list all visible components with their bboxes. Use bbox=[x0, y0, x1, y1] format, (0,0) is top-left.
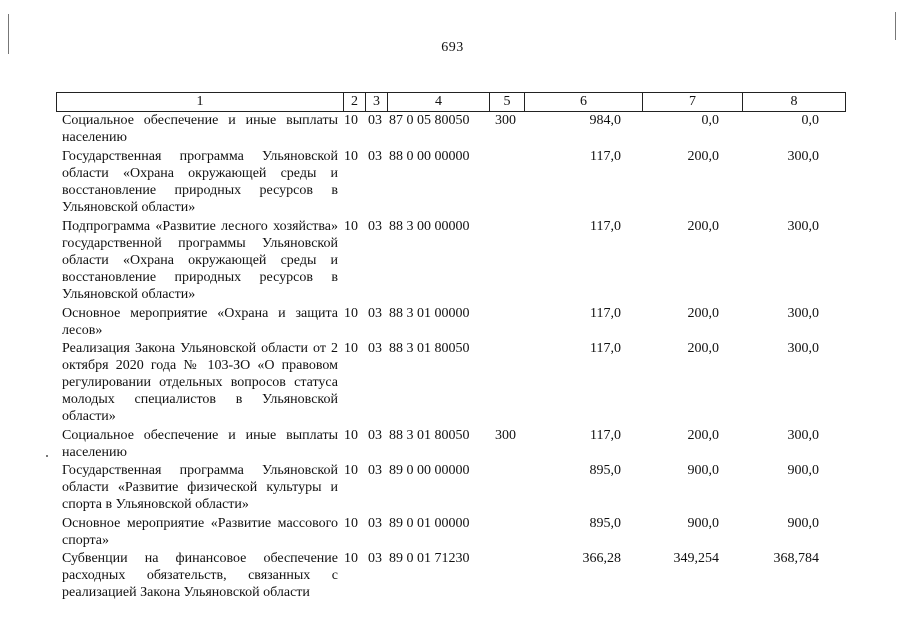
row-name: Социальное обеспечение и иные выплаты населению bbox=[62, 113, 338, 145]
row-name: Основное мероприятие «Развитие массового спорта» bbox=[62, 516, 338, 548]
row-col-7: 0,0 bbox=[701, 113, 719, 128]
row-col-6: 117,0 bbox=[590, 149, 621, 164]
row-col-4: 88 3 01 00000 bbox=[389, 306, 470, 321]
table-row bbox=[56, 427, 846, 462]
table-row bbox=[56, 112, 846, 148]
row-name: Социальное обеспечение и иные выплаты населению bbox=[62, 428, 338, 460]
row-name: Государственная программа Ульяновской области «Охрана окружающей среды и восстановление природных ресурсов в Ульяновской области» bbox=[62, 149, 338, 215]
row-col-8: 300,0 bbox=[787, 149, 819, 164]
row-col-7: 200,0 bbox=[687, 149, 719, 164]
page-number: 693 bbox=[441, 40, 464, 55]
row-col-7: 900,0 bbox=[687, 463, 719, 478]
row-col-5: 300 bbox=[495, 428, 516, 443]
row-col-6: 117,0 bbox=[590, 428, 621, 443]
header-col-4: 4 bbox=[387, 93, 489, 111]
row-col-2: 10 bbox=[344, 219, 358, 234]
row-name: Субвенции на финансовое обеспечение расходных обязательств, связанных с реализацией Закона Ульяновской области bbox=[62, 551, 338, 600]
header-col-6: 6 bbox=[524, 93, 642, 111]
row-col-3: 03 bbox=[368, 516, 382, 531]
table-row bbox=[56, 148, 846, 218]
budget-table bbox=[56, 92, 846, 603]
row-col-8: 300,0 bbox=[787, 428, 819, 443]
row-col-4: 89 0 00 00000 bbox=[389, 463, 470, 478]
row-col-6: 117,0 bbox=[590, 341, 621, 356]
table-row bbox=[56, 340, 846, 427]
table-row bbox=[56, 218, 846, 305]
row-col-3: 03 bbox=[368, 463, 382, 478]
row-col-2: 10 bbox=[344, 428, 358, 443]
row-col-7: 200,0 bbox=[687, 428, 719, 443]
row-col-4: 88 3 01 80050 bbox=[389, 428, 470, 443]
row-col-3: 03 bbox=[368, 306, 382, 321]
row-name: Государственная программа Ульяновской области «Развитие физической культуры и спорта в Ульяновской области» bbox=[62, 463, 338, 512]
row-col-7: 200,0 bbox=[687, 341, 719, 356]
row-col-4: 88 3 01 80050 bbox=[389, 341, 470, 356]
row-name: Реализация Закона Ульяновской области от 2 октября 2020 года № 103-ЗО «О правовом регулировании отдельных вопросов статуса молодых специалистов в Ульяновской области» bbox=[62, 341, 338, 424]
row-col-7: 200,0 bbox=[687, 219, 719, 234]
row-col-2: 10 bbox=[344, 306, 358, 321]
header-col-8: 8 bbox=[742, 93, 845, 111]
row-col-4: 87 0 05 80050 bbox=[389, 113, 470, 128]
row-col-4: 88 0 00 00000 bbox=[389, 149, 470, 164]
row-col-2: 10 bbox=[344, 341, 358, 356]
row-col-2: 10 bbox=[344, 113, 358, 128]
header-col-1: 1 bbox=[196, 94, 204, 109]
row-col-7: 349,254 bbox=[673, 551, 719, 566]
row-col-8: 900,0 bbox=[787, 516, 819, 531]
row-col-2: 10 bbox=[344, 551, 358, 566]
row-col-5: 300 bbox=[495, 113, 516, 128]
table-row bbox=[56, 462, 846, 515]
row-col-2: 10 bbox=[344, 516, 358, 531]
row-col-3: 03 bbox=[368, 428, 382, 443]
row-col-2: 10 bbox=[344, 463, 358, 478]
row-col-6: 117,0 bbox=[590, 219, 621, 234]
row-col-4: 89 0 01 00000 bbox=[389, 516, 470, 531]
row-name: Основное мероприятие «Охрана и защита лесов» bbox=[62, 306, 338, 338]
row-col-7: 900,0 bbox=[687, 516, 719, 531]
row-col-6: 117,0 bbox=[590, 306, 621, 321]
row-col-3: 03 bbox=[368, 551, 382, 566]
row-col-6: 895,0 bbox=[589, 463, 621, 478]
row-name: Подпрограмма «Развитие лесного хозяйства» государственной программы Ульяновской области «Охрана окружающей среды и восстановление природных ресурсов в Ульяновской области» bbox=[62, 219, 338, 302]
row-col-4: 88 3 00 00000 bbox=[389, 219, 470, 234]
row-col-8: 368,784 bbox=[773, 551, 819, 566]
row-col-4: 89 0 01 71230 bbox=[389, 551, 470, 566]
row-col-8: 300,0 bbox=[787, 306, 819, 321]
table-header-row bbox=[56, 92, 846, 112]
row-col-8: 900,0 bbox=[787, 463, 819, 478]
header-col-3: 3 bbox=[365, 93, 387, 111]
row-col-6: 984,0 bbox=[589, 113, 621, 128]
table-row bbox=[56, 515, 846, 550]
row-col-3: 03 bbox=[368, 219, 382, 234]
header-col-2: 2 bbox=[343, 93, 365, 111]
row-col-7: 200,0 bbox=[687, 306, 719, 321]
row-col-6: 366,28 bbox=[582, 551, 621, 566]
row-col-2: 10 bbox=[344, 149, 358, 164]
scan-dot-mark bbox=[46, 455, 48, 457]
row-col-8: 300,0 bbox=[787, 219, 819, 234]
row-col-3: 03 bbox=[368, 113, 382, 128]
table-row bbox=[56, 305, 846, 340]
row-col-3: 03 bbox=[368, 149, 382, 164]
row-col-3: 03 bbox=[368, 341, 382, 356]
row-col-8: 300,0 bbox=[787, 341, 819, 356]
header-col-5: 5 bbox=[489, 93, 524, 111]
row-col-8: 0,0 bbox=[801, 113, 819, 128]
header-col-7: 7 bbox=[642, 93, 742, 111]
scan-edge-mark bbox=[895, 12, 896, 40]
row-col-6: 895,0 bbox=[589, 516, 621, 531]
table-row bbox=[56, 550, 846, 603]
scan-edge-mark bbox=[8, 14, 9, 54]
